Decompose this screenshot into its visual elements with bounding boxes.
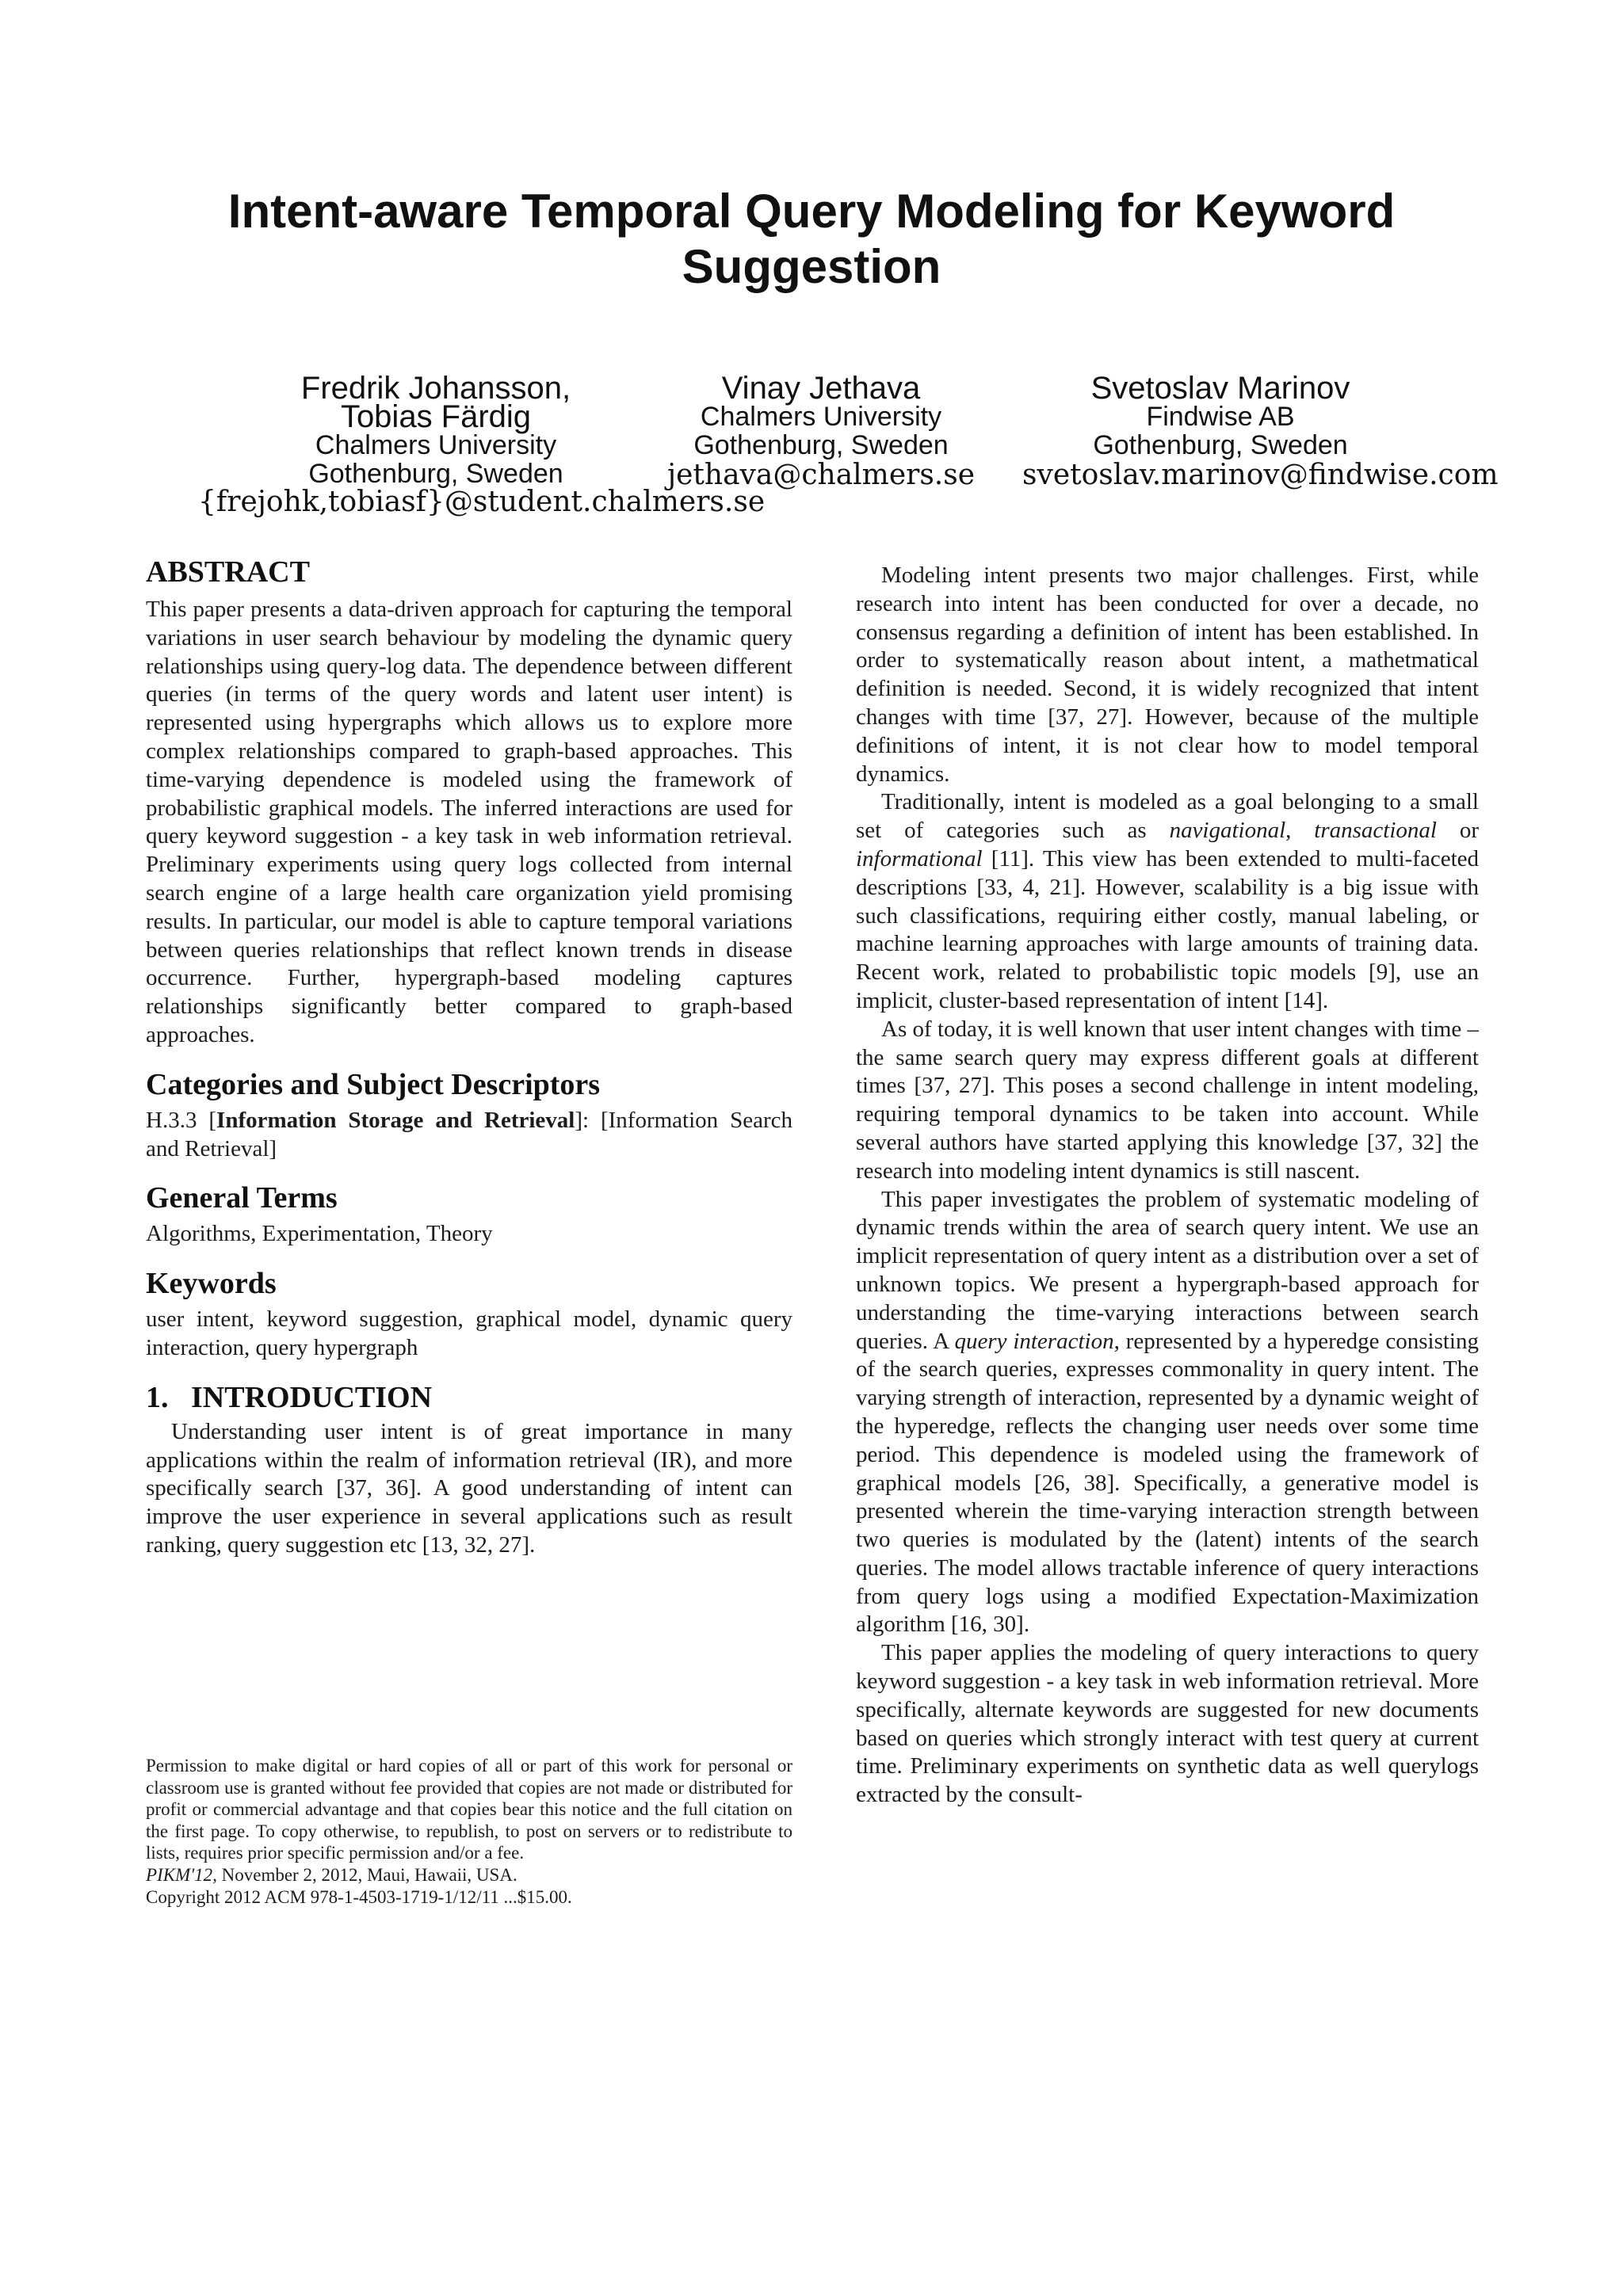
author-location: Gothenburg, Sweden: [693, 430, 949, 460]
emphasis-term: navigational: [1169, 818, 1286, 844]
text-run: ,: [1285, 818, 1315, 844]
venue-name: PIKM'12,: [146, 1864, 217, 1885]
author-email[interactable]: {frejohk,tobiasf}@student.chalmers.se: [198, 486, 766, 518]
author-affiliation: Findwise AB: [1146, 402, 1295, 432]
general-terms-heading: General Terms: [146, 1181, 338, 1215]
category-bold-term: Information Storage and Retrieval: [216, 1107, 575, 1133]
permission-text: Permission to make digital or hard copies of all or part of this work for personal or classroom use is granted without fee provided that copies are not made or distributed for profit or commercial advantage and that copies bear this notice and the full citation on the first page. To copy otherwise, to republish, to post on servers or to redistribute to lists, requires prior specific permission and/or a fee.: [146, 1756, 792, 1863]
emphasis-term: transactional: [1314, 818, 1437, 844]
text-run: Traditionally, intent is modeled as a goal belonging to a small set of categories such as: [856, 789, 1479, 844]
abstract-heading: ABSTRACT: [146, 555, 310, 589]
left-column: [146, 555, 792, 1560]
general-terms-text: Algorithms, Experimentation, Theory: [146, 1221, 493, 1247]
intro-paragraph-today: As of today, it is well known that user intent changes with time – the same search query may express different goals at different times [37, 27]. This poses a second challenge in intent modeling, requiring temporal dynamics to be taken into account. While several authors have started applying this knowledge [37, 32] the research into modeling intent dynamics is still nascent.: [856, 1016, 1479, 1184]
text-run: , represented by a hyperedge consisting of the search queries, expresses commonality in query intent. The varying strength of interaction, represented by a dynamic weight of the hyperedge, reflects the changing user needs over some time period. This dependence is modeled using the framework of graphical models [26, 38]. Specifically, a generative model is presented wherein the time-varying interaction strength between two queries is modulated by the (latent) intents of the search queries. The model allows tractable inference of query interactions from query logs using a modified Expectation-Maximization algorithm [16, 30].: [856, 1328, 1479, 1638]
author-email[interactable]: jethava@chalmers.se: [666, 459, 976, 491]
categories-heading: Categories and Subject Descriptors: [146, 1067, 601, 1101]
text-run: or: [1436, 818, 1479, 844]
venue-line: [146, 1864, 792, 1886]
permission-notice: [146, 1755, 792, 1908]
introduction-paragraph: Understanding user intent is of great importance in many applications within the realm of information retrieval (IR), and more specifically search [37, 36]. A good understanding of intent can improve the user experience in several applications such as result ranking, query suggestion etc [13, 32, 27].: [146, 1418, 792, 1558]
emphasis-term: informational: [856, 845, 983, 871]
author-affiliation: Chalmers University: [700, 402, 942, 432]
author-block-2: [663, 371, 980, 491]
abstract-text: This paper presents a data-driven approach for capturing the temporal variations in user search behaviour by modeling the dynamic query relationships using query-log data. The dependence between different queries (in terms of the query words and latent user intent) is represented using hypergraphs which allows us to explore more complex relationships compared to graph-based approaches. This time-varying dependence is modeled using the framework of probabilistic graphical models. The inferred interactions are used for query keyword suggestion - a key task in web information retrieval. Preliminary experiments using query logs collected from internal search engine of a large health care organization yield promising results. In particular, our model is able to capture temporal variations between queries relationships that reflect known trends in disease occurrence. Further, hypergraph-based modeling captures relationships significantly better compared to graph-based approaches.: [146, 597, 792, 1047]
intro-paragraph-investigates: [856, 1186, 1479, 1640]
venue-details: November 2, 2012, Maui, Hawaii, USA.: [216, 1864, 517, 1885]
author-name: Fredrik Johansson,: [300, 371, 571, 406]
author-email-block-1: [198, 485, 766, 520]
emphasis-term: query interaction: [954, 1328, 1114, 1354]
author-name: Vinay Jethava: [721, 371, 921, 406]
author-affiliation: Chalmers University: [315, 430, 557, 460]
copyright-line: Copyright 2012 ACM 978-1-4503-1719-1/12/11 ...$15.00.: [146, 1886, 572, 1907]
paper-title-line-1: Intent-aware Temporal Query Modeling for Keyword: [227, 185, 1396, 238]
author-block-3: [1022, 371, 1499, 491]
author-email[interactable]: svetoslav.marinov@findwise.com: [1022, 459, 1499, 491]
author-block-1: [238, 371, 634, 489]
paper-title: [143, 184, 1480, 295]
keywords-heading: Keywords: [146, 1267, 277, 1301]
author-location: Gothenburg, Sweden: [308, 459, 563, 489]
category-rest: ]: [Information Search and Retrieval]: [146, 1107, 792, 1161]
author-name: Tobias Färdig: [340, 399, 532, 434]
author-name: Svetoslav Marinov: [1090, 371, 1350, 406]
intro-paragraph-applies: This paper applies the modeling of query interactions to query keyword suggestion - a key task in web information retrieval. More specifically, alternate keywords are suggested for new documents based on queries which strongly interact with test query at current time. Preliminary experiments on synthetic data as well querylogs extracted by the consult-: [856, 1640, 1479, 1808]
paper-title-line-2: Suggestion: [682, 240, 941, 293]
author-location: Gothenburg, Sweden: [1093, 430, 1348, 460]
right-column: [856, 562, 1479, 1810]
introduction-heading: 1. INTRODUCTION: [146, 1380, 433, 1414]
intro-paragraph-traditional: [856, 788, 1479, 1015]
category-code: H.3.3 [: [146, 1107, 217, 1133]
text-run: [11]. This view has been extended to multi-faceted descriptions [33, 4, 21]. However, scalability is a big issue with such classifications, requiring either costly, manual labeling, or machine learning approaches with large amounts of training data. Recent work, related to probabilistic topic models [9], use an implicit, cluster-based representation of intent [14].: [856, 845, 1479, 1013]
intro-paragraph-challenges: Modeling intent presents two major challenges. First, while research into intent has been conducted for over a decade, no consensus regarding a definition of intent has been established. In order to systematically reason about intent, a mathetmatical definition is needed. Second, it is widely recognized that intent changes with time [37, 27]. However, because of the multiple definitions of intent, it is not clear how to model temporal dynamics.: [856, 563, 1479, 787]
keywords-text: user intent, keyword suggestion, graphical model, dynamic query interaction, query hypergraph: [146, 1306, 792, 1360]
categories-text: [146, 1107, 792, 1164]
text-run: This paper investigates the problem of systematic modeling of dynamic trends within the area of search query intent. We use an implicit representation of query intent as a distribution over a set of unknown topics. We present a hypergraph-based approach for understanding the time-varying interactions between search queries. A: [856, 1186, 1479, 1354]
